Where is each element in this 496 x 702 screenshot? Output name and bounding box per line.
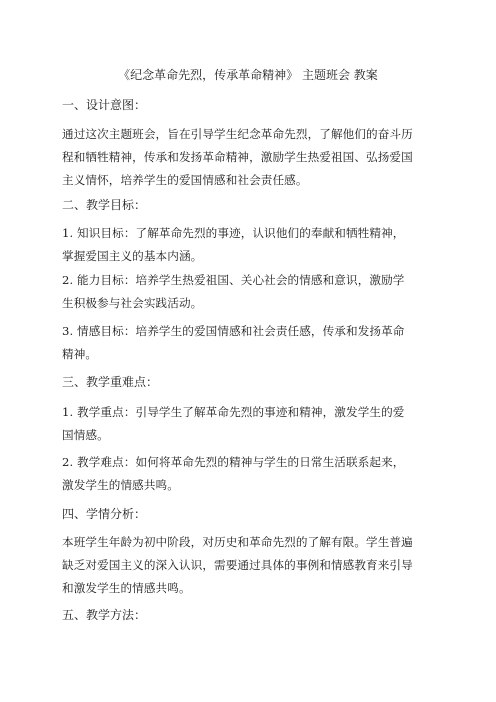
paragraph-line: 2. 能力目标：培养学生热爱祖国、关心社会的情感和意识，激励学: [62, 273, 405, 287]
paragraph-line: 程和牺牲精神，传承和发扬革命精神，激励学生热爱祖国、弘扬爱国: [62, 150, 413, 164]
paragraph-line: 缺乏对爱国主义的深入认识，需要通过具体的事例和情感教育来引导: [62, 558, 413, 572]
section-heading-design-intent: 一、设计意图：: [62, 98, 147, 112]
paragraph-line: 生积极参与社会实践活动。: [62, 296, 203, 310]
paragraph-line: 1. 知识目标：了解革命先烈的事迹，认识他们的奉献和牺牲精神，: [62, 226, 405, 240]
paragraph-line: 通过这次主题班会，旨在引导学生纪念革命先烈，了解他们的奋斗历: [62, 127, 413, 141]
paragraph-line: 本班学生年龄为初中阶段，对历史和革命先烈的了解有限。学生普遍: [62, 535, 413, 549]
section-heading-teaching-goals: 二、教学目标：: [62, 198, 147, 212]
section-heading-learner-analysis: 四、学情分析：: [62, 507, 147, 521]
section-heading-teaching-methods: 五、教学方法：: [62, 608, 147, 622]
paragraph-line: 1. 教学重点：引导学生了解革命先烈的事迹和精神，激发学生的爱: [62, 405, 405, 419]
paragraph-line: 3. 情感目标：培养学生的爱国情感和社会责任感，传承和发扬革命: [62, 324, 405, 338]
paragraph-line: 和激发学生的情感共鸣。: [62, 581, 191, 595]
paragraph-line: 掌握爱国主义的基本内涵。: [62, 249, 203, 263]
paragraph-line: 国情感。: [62, 428, 109, 442]
section-heading-key-points: 三、教学重难点：: [62, 375, 159, 389]
paragraph-line: 2. 教学难点：如何将革命先烈的精神与学生的日常生活联系起来，: [62, 455, 405, 469]
paragraph-line: 精神。: [62, 347, 98, 361]
paragraph-line: 主义情怀，培养学生的爱国情感和社会责任感。: [62, 173, 308, 187]
paragraph-line: 激发学生的情感共鸣。: [62, 478, 179, 492]
document-title: 《纪念革命先烈，传承革命精神》 主题班会 教案: [118, 68, 378, 82]
